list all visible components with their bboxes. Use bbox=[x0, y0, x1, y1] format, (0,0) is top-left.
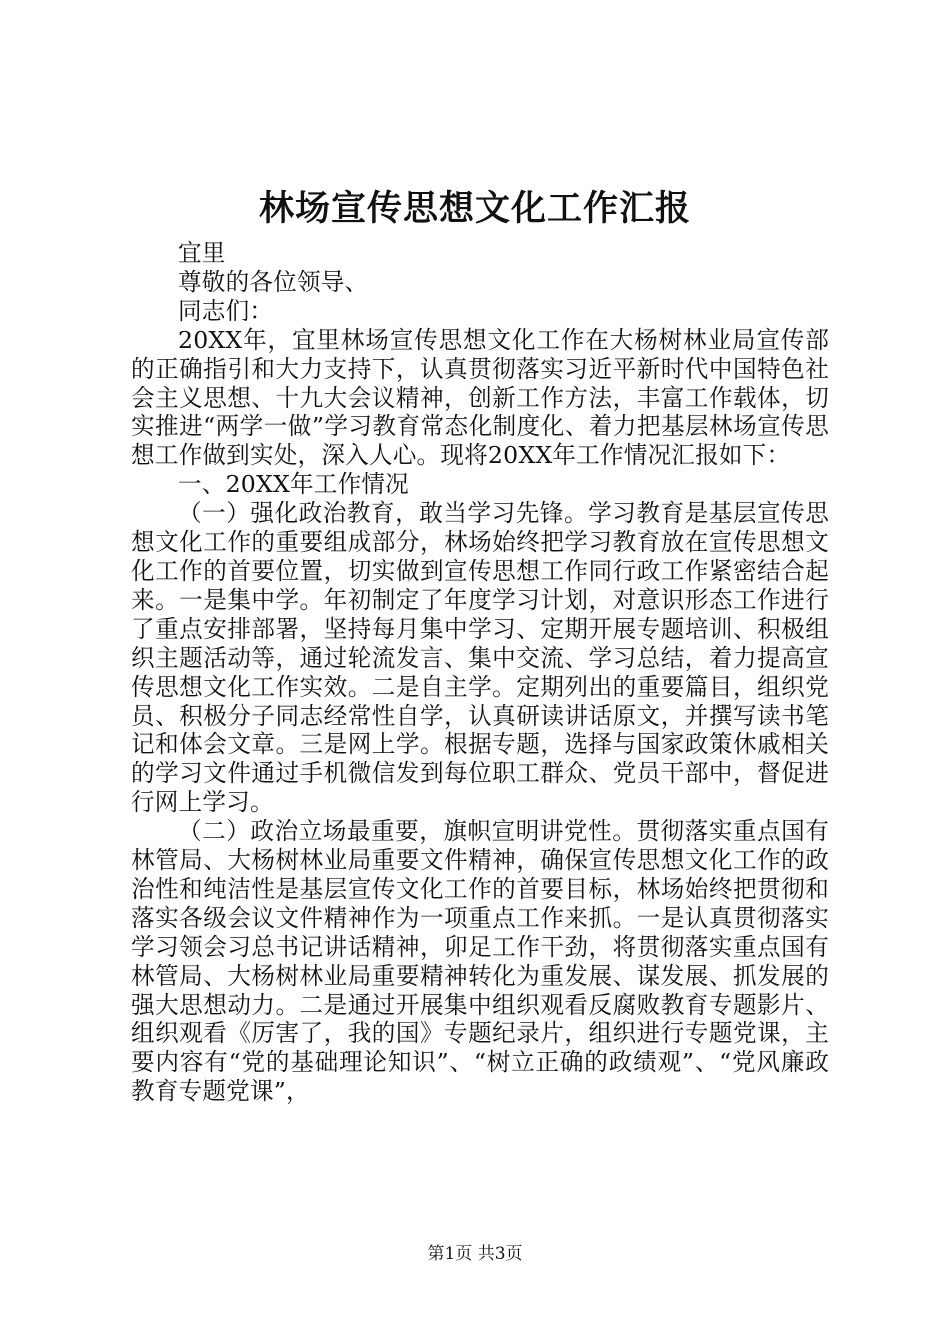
page-footer: 第1页 共3页 bbox=[427, 1244, 523, 1264]
location-line: 宜里 bbox=[178, 239, 226, 267]
section-paragraph-1: （一）强化政治教育，敢当学习先锋。学习教育是基层宣传思想文化工作的重要组成部分，林场始终把学习教育放在宣传思想文化工作的首要位置，切实做到宣传思想工作同行政工作紧密结合起来。一是集中学。年初制定了年度学习计划，对意识形态工作进行了重点安排部署，坚持每月集中学习、定期开展专题培训、积极组织主题活动等，通过轮流发言、集中交流、学习总结，着力提高宣传思想文化工作实效。二是自主学。定期列出的重要篇目，组织党员、积极分子同志经常性自学，认真研读讲话原文，并撰写读书笔记和体会文章。三是网上学。根据专题，选择与国家政策休戚相关的学习文件通过手机微信发到每位职工群众、党员干部中，督促进行网上学习。 bbox=[131, 499, 829, 817]
section-heading: 一、20XX年工作情况 bbox=[178, 470, 409, 499]
salutation-line-2: 同志们： bbox=[178, 296, 274, 325]
document-title: 林场宣传思想文化工作汇报 bbox=[258, 188, 691, 229]
salutation-line: 尊敬的各位领导、 bbox=[178, 267, 369, 296]
document-body bbox=[131, 239, 829, 1106]
intro-paragraph: 20XX年，宜里林场宣传思想文化工作在大杨树林业局宣传部的正确指引和大力支持下，认真贯彻落实习近平新时代中国特色社会主义思想、十九大会议精神，创新工作方法，丰富工作载体，切实推进“两学一做”学习教育常态化制度化、着力把基层林场宣传思想工作做到实处，深入人心。现将20XX年工作情况汇报如下： bbox=[131, 325, 829, 470]
section-paragraph-2: （二）政治立场最重要，旗帜宣明讲党性。贯彻落实重点国有林管局、大杨树林业局重要文件精神，确保宣传思想文化工作的政治性和纯洁性是基层宣传文化工作的首要目标，林场始终把贯彻和落实各级会议文件精神作为一项重点工作来抓。一是认真贯彻落实学习领会习总书记讲话精神，卯足工作干劲，将贯彻落实重点国有林管局、大杨树林业局重要精神转化为重发展、谋发展、抓发展的强大思想动力。二是通过开展集中组织观看反腐败教育专题影片、组织观看《厉害了，我的国》专题纪录片，组织进行专题党课，主要内容有“党的基础理论知识”、“树立正确的政绩观”、“党风廉政教育专题党课”， bbox=[131, 817, 829, 1106]
